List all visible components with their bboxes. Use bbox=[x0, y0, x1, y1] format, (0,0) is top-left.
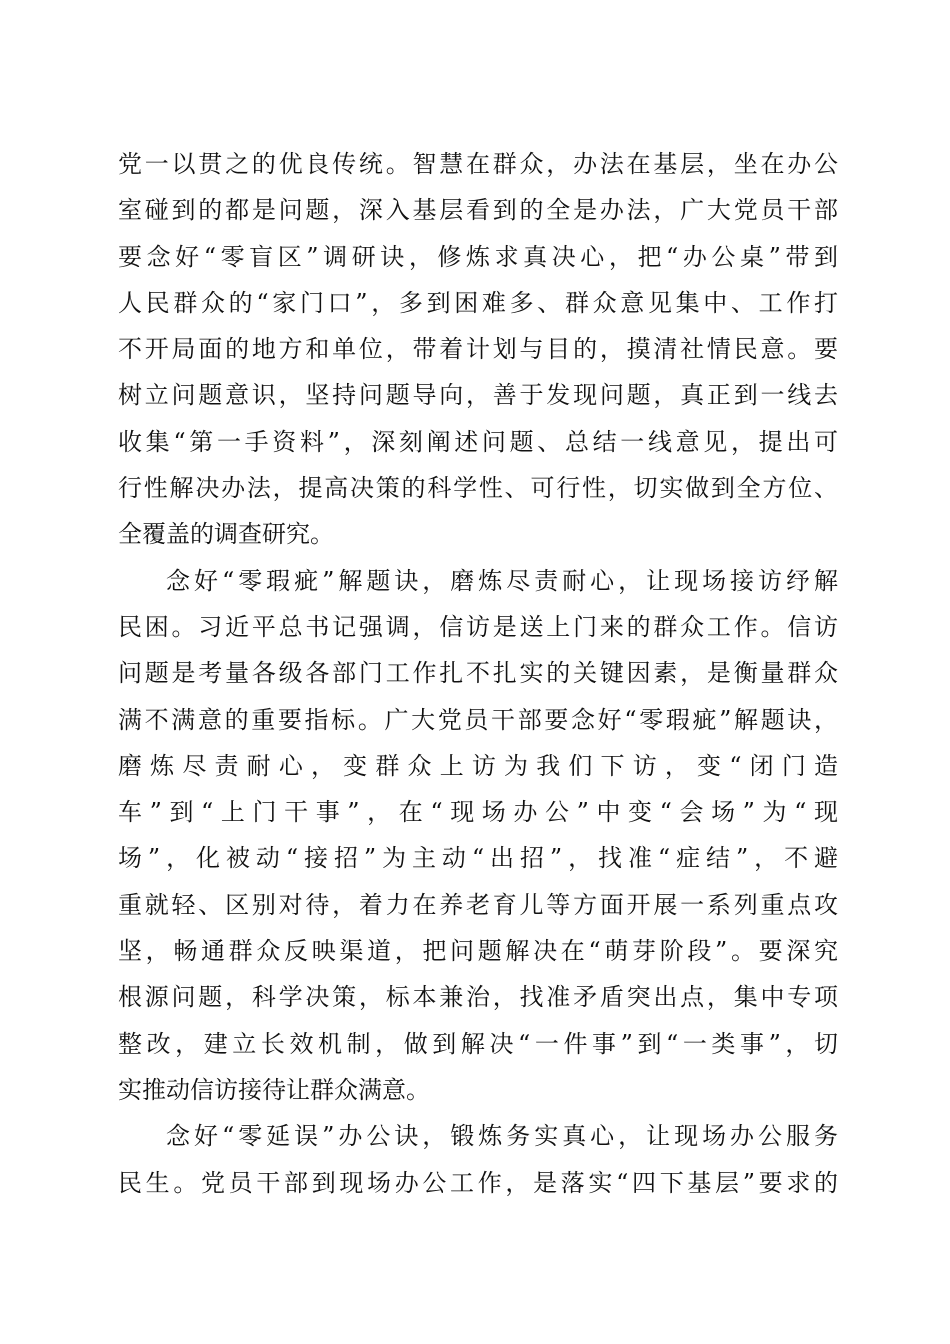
text-line: 坚，畅通群众反映渠道，把问题解决在“萌芽阶段”。要深究 bbox=[118, 937, 838, 966]
text-line: 树立问题意识，坚持问题导向，善于发现问题，真正到一线去 bbox=[118, 381, 838, 410]
text-line: 民困。习近平总书记强调，信访是送上门来的群众工作。信访 bbox=[118, 612, 838, 641]
text-line: 党一以贯之的优良传统。智慧在群众，办法在基层，坐在办公 bbox=[118, 150, 838, 178]
text-line: 收集“第一手资料”，深刻阐述问题、总结一线意见，提出可 bbox=[118, 427, 838, 456]
body-text bbox=[118, 141, 838, 1206]
text-line: 车”到“上门干事”，在“现场办公”中变“会场”为“现 bbox=[118, 798, 838, 827]
text-line: 场”，化被动“接招”为主动“出招”，找准“症结”，不避 bbox=[118, 844, 838, 873]
text-line: 室碰到的都是问题，深入基层看到的全是办法，广大党员干部 bbox=[118, 196, 838, 225]
paragraph-start-line: 念好“零瑕疵”解题诀，磨炼尽责耐心，让现场接访纾解 bbox=[166, 566, 838, 595]
text-line: 根源问题，科学决策，标本兼治，找准矛盾突出点，集中专项 bbox=[118, 983, 838, 1012]
text-line: 全覆盖的调查研究。 bbox=[118, 520, 334, 549]
text-line: 整改，建立长效机制，做到解决“一件事”到“一类事”，切 bbox=[118, 1029, 838, 1058]
text-line: 行性解决办法，提高决策的科学性、可行性，切实做到全方位、 bbox=[118, 474, 838, 503]
text-line: 实推动信访接待让群众满意。 bbox=[118, 1075, 430, 1104]
text-line: 重就轻、区别对待，着力在养老育儿等方面开展一系列重点攻 bbox=[118, 890, 838, 919]
paragraph-start-line: 念好“零延误”办公诀，锻炼务实真心，让现场办公服务 bbox=[166, 1122, 838, 1151]
text-line: 磨炼尽责耐心，变群众上访为我们下访，变“闭门造 bbox=[118, 751, 838, 780]
text-line: 人民群众的“家门口”，多到困难多、群众意见集中、工作打 bbox=[118, 288, 838, 317]
text-line: 不开局面的地方和单位，带着计划与目的，摸清社情民意。要 bbox=[118, 335, 838, 364]
text-line: 民生。党员干部到现场办公工作，是落实“四下基层”要求的 bbox=[118, 1168, 838, 1197]
text-line: 问题是考量各级各部门工作扎不扎实的关键因素，是衡量群众 bbox=[118, 659, 838, 688]
text-line: 要念好“零盲区”调研诀，修炼求真决心，把“办公桌”带到 bbox=[118, 242, 838, 271]
text-line: 满不满意的重要指标。广大党员干部要念好“零瑕疵”解题诀， bbox=[118, 705, 838, 734]
